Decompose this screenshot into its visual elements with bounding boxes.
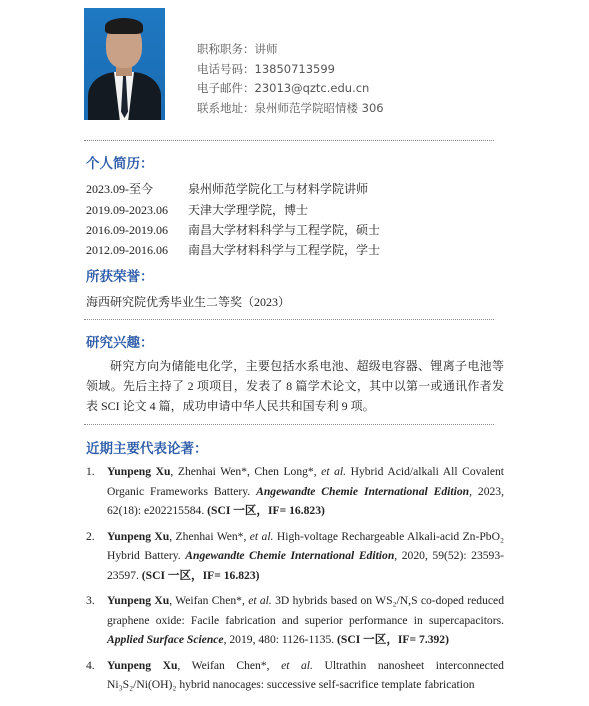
publication-author: Yunpeng Xu xyxy=(107,465,171,478)
publications-heading: 近期主要代表论著： xyxy=(86,441,208,457)
publication-ref: , 2023, 62(18): e202215584. xyxy=(107,484,504,517)
resume-date: 2016.09-2019.06 xyxy=(86,223,168,237)
publication-title: Hybrid Acid/alkali All Covalent Organic Frameworks Battery. xyxy=(107,465,504,498)
publication-etal: et al. xyxy=(249,529,274,543)
publication-ref: , 2020, 59(52): 23593-23597. xyxy=(107,549,504,582)
divider xyxy=(84,424,494,425)
publication-item xyxy=(86,656,504,695)
publication-impact: (SCI 一区，IF= 16.823) xyxy=(141,568,260,582)
contact-address: 联系地址：泉州师范学院昭情楼 306 xyxy=(197,100,384,115)
publication-item xyxy=(86,462,504,521)
interest-text: 研究方向为储能电化学，主要包括水系电池、超级电容器、锂离子电池等领域。先后主持了 2 项项目，发表了 8 篇学术论文，其中以第一或通讯作者发表 SCI 论文 4 篇，成功申请中华人民共和国专利 9 项。 xyxy=(86,359,504,413)
honors-heading: 所获荣誉： xyxy=(86,269,154,285)
publication-journal: Angewandte Chemie International Edition xyxy=(256,484,470,498)
divider xyxy=(84,140,494,141)
publication-title: High-voltage Rechargeable Alkali-acid Zn-PbO₂ Hybrid Battery. xyxy=(107,529,505,562)
contact-email[interactable]: 电子邮件：23013@qztc.edu.cn xyxy=(197,81,370,95)
publication-number: 3. xyxy=(86,594,95,607)
publication-impact: (SCI 一区，IF= 7.392) xyxy=(337,633,449,646)
publication-journal: Angewandte Chemie International Edition xyxy=(185,549,395,562)
publication-etal: et al. xyxy=(321,465,347,478)
publication-title: Ultrathin nanosheet interconnected Ni₃S₂/Ni(OH)₂ hybrid nanocages: successive self-sacrifice template fabrication xyxy=(107,658,504,691)
contact-info xyxy=(197,40,384,118)
interest-heading: 研究兴趣： xyxy=(86,335,154,351)
resume-desc: 天津大学理学院，博士 xyxy=(188,203,309,217)
honor-item: 海西研究院优秀毕业生二等奖（2023） xyxy=(86,295,291,309)
publication-journal: Applied Surface Science xyxy=(107,633,224,646)
profile-photo xyxy=(84,8,165,120)
resume-date: 2023.09-至今 xyxy=(86,182,153,196)
publication-coauthors: , Zhenhai Wen*, Chen Long*, xyxy=(170,465,322,478)
publication-author: Yunpeng Xu xyxy=(107,594,170,607)
publication-ref: , 2019, 480: 1126-1135. xyxy=(223,633,338,646)
publication-coauthors: , Zhenhai Wen*, xyxy=(169,529,250,543)
resume-desc: 泉州师范学院化工与材料学院讲师 xyxy=(188,182,369,196)
resume-heading: 个人简历： xyxy=(86,156,154,172)
resume-date: 2019.09-2023.06 xyxy=(86,203,168,217)
publication-coauthors: , Weifan Chen*, xyxy=(177,658,282,672)
publication-item xyxy=(86,527,504,586)
publication-list xyxy=(86,462,504,701)
publication-author: Yunpeng Xu xyxy=(107,658,178,672)
contact-title: 职称职务：讲师 xyxy=(197,42,278,56)
contact-phone: 电话号码：13850713599 xyxy=(197,61,335,76)
publication-etal: et al. xyxy=(281,658,313,672)
publication-coauthors: , Weifan Chen*, xyxy=(169,594,249,607)
publication-etal: et al. xyxy=(248,594,272,607)
divider xyxy=(84,319,494,320)
resume-item xyxy=(86,180,368,197)
publication-impact: (SCI 一区，IF= 16.823) xyxy=(207,504,325,517)
resume-item xyxy=(86,241,380,258)
publication-author: Yunpeng Xu xyxy=(107,529,170,543)
publication-title: 3D hybrids based on WS₂/N,S co-doped reduced graphene oxide: Facile fabrication and superior performance in supercapacitors. xyxy=(107,594,504,627)
publication-item xyxy=(86,591,504,650)
resume-date: 2012.09-2016.06 xyxy=(86,243,168,257)
publication-number: 2. xyxy=(86,529,95,543)
resume-item xyxy=(86,221,380,238)
publication-number: 4. xyxy=(86,658,95,672)
resume-desc: 南昌大学材料科学与工程学院，硕士 xyxy=(188,223,381,237)
resume-item xyxy=(86,201,308,218)
publication-number: 1. xyxy=(86,465,95,478)
resume-desc: 南昌大学材料科学与工程学院，学士 xyxy=(188,243,381,257)
interest-body xyxy=(86,356,504,416)
